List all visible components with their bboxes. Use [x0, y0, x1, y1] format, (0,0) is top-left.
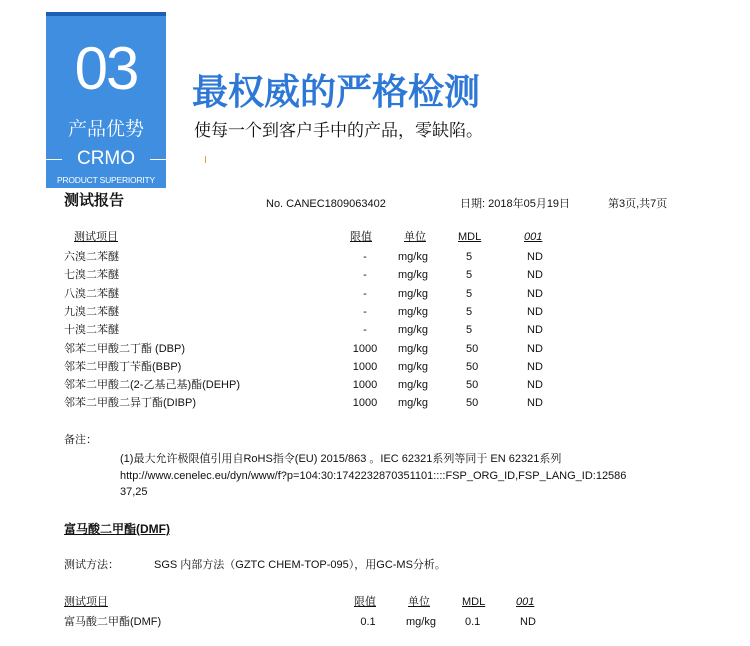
section-badge [46, 12, 166, 188]
cell-test-item: 邻苯二甲酸二丁酯 (DBP) [64, 342, 185, 355]
cell-mdl: 5 [466, 324, 473, 337]
report-date: 日期: 2018年05月19日 [460, 198, 571, 210]
cell-limit: 1000 [352, 379, 378, 392]
cell-unit: mg/kg [398, 397, 428, 410]
col-test-item: 测试项目 [74, 231, 118, 243]
cell-limit: - [363, 269, 367, 282]
cell-result: ND [527, 379, 543, 392]
page-subtitle: 使每一个到客户手中的产品，零缺陷。 [194, 121, 483, 140]
cell-limit: 1000 [352, 397, 378, 410]
cell-test-item: 八溴二苯醚 [64, 287, 119, 300]
page-title: 最权威的严格检测 [192, 71, 481, 112]
cell-mdl: 50 [466, 342, 479, 355]
cell-result: ND [527, 342, 543, 355]
cell-result: ND [527, 324, 543, 337]
cell-test-item: 六溴二苯醚 [64, 251, 119, 263]
cell-result: ND [527, 305, 543, 318]
cell-unit: mg/kg [398, 360, 428, 373]
cell-result: ND [527, 397, 543, 410]
col-mdl: MDL [458, 231, 482, 243]
cell-result: ND [520, 616, 536, 628]
col2-limit: 限值 [354, 596, 376, 608]
cell-unit: mg/kg [398, 305, 428, 318]
cell-test-item: 邻苯二甲酸丁苄酯(BBP) [64, 360, 182, 373]
section-title: 富马酸二甲酯(DMF) [64, 522, 170, 536]
notes-label: 备注： [64, 434, 97, 446]
cell-limit: - [363, 305, 367, 318]
cell-unit: mg/kg [398, 342, 428, 355]
cell-mdl: 0.1 [465, 616, 481, 628]
cell-limit: - [363, 251, 367, 263]
cell-result: ND [527, 287, 543, 300]
decor-tick [205, 156, 206, 163]
note-line-2: http://www.cenelec.eu/dyn/www/f?p=104:30:1742232870351101::::FSP_ORG_ID,FSP_LANG_ID:12586 [120, 470, 627, 482]
note-line-1: (1)最大允许极限值引用自RoHS指令(EU) 2015/863 。IEC 62321系列等同于 EN 62321系列 [120, 453, 562, 465]
cell-test-item: 七溴二苯醚 [64, 269, 119, 282]
note-line-3: 37,25 [120, 486, 148, 498]
col2-test-item: 测试项目 [64, 596, 108, 608]
col-unit: 单位 [404, 231, 426, 243]
badge-en-label: CRMO [76, 148, 136, 169]
method-text: SGS 内部方法（GZTC CHEM-TOP-095），用GC-MS分析。 [154, 559, 446, 571]
cell-mdl: 50 [466, 360, 479, 373]
method-label: 测试方法： [64, 559, 119, 571]
cell-test-item: 富马酸二甲酯(DMF) [64, 616, 162, 628]
cell-mdl: 50 [466, 379, 479, 392]
report-number: No. CANEC1809063402 [266, 198, 386, 210]
col-sample: 001 [524, 231, 543, 243]
cell-unit: mg/kg [398, 324, 428, 337]
col-limit: 限值 [350, 231, 372, 243]
cell-unit: mg/kg [398, 379, 428, 392]
cell-mdl: 50 [466, 397, 479, 410]
cell-result: ND [527, 269, 543, 282]
cell-unit: mg/kg [406, 616, 436, 628]
cell-limit: 1000 [352, 360, 378, 373]
cell-test-item: 邻苯二甲酸二(2-乙基己基)酯(DEHP) [64, 379, 240, 392]
col2-unit: 单位 [408, 596, 430, 608]
badge-en-row [46, 146, 166, 172]
col2-mdl: MDL [462, 596, 486, 608]
badge-line-right [150, 159, 166, 160]
cell-unit: mg/kg [398, 269, 428, 282]
cell-test-item: 邻苯二甲酸二异丁酯(DIBP) [64, 397, 196, 410]
cell-limit: 0.1 [360, 616, 376, 628]
badge-top-stripe [46, 12, 166, 16]
cell-limit: - [363, 324, 367, 337]
col2-sample: 001 [516, 596, 535, 608]
cell-test-item: 九溴二苯醚 [64, 305, 119, 318]
cell-mdl: 5 [466, 305, 473, 318]
cell-limit: - [363, 287, 367, 300]
report-page: 第3页,共7页 [608, 198, 668, 210]
cell-mdl: 5 [466, 269, 473, 282]
badge-number: 03 [74, 35, 138, 102]
report-title: 测试报告 [64, 192, 125, 209]
cell-test-item: 十溴二苯醚 [64, 324, 119, 337]
cell-result: ND [527, 360, 543, 373]
cell-limit: 1000 [352, 342, 378, 355]
cell-unit: mg/kg [398, 287, 428, 300]
cell-mdl: 5 [466, 251, 473, 263]
cell-result: ND [527, 251, 543, 263]
cell-mdl: 5 [466, 287, 473, 300]
cell-unit: mg/kg [398, 251, 428, 263]
badge-cn-label: 产品优势 [67, 119, 144, 140]
badge-sub-label: PRODUCT SUPERIORITY [56, 175, 156, 185]
